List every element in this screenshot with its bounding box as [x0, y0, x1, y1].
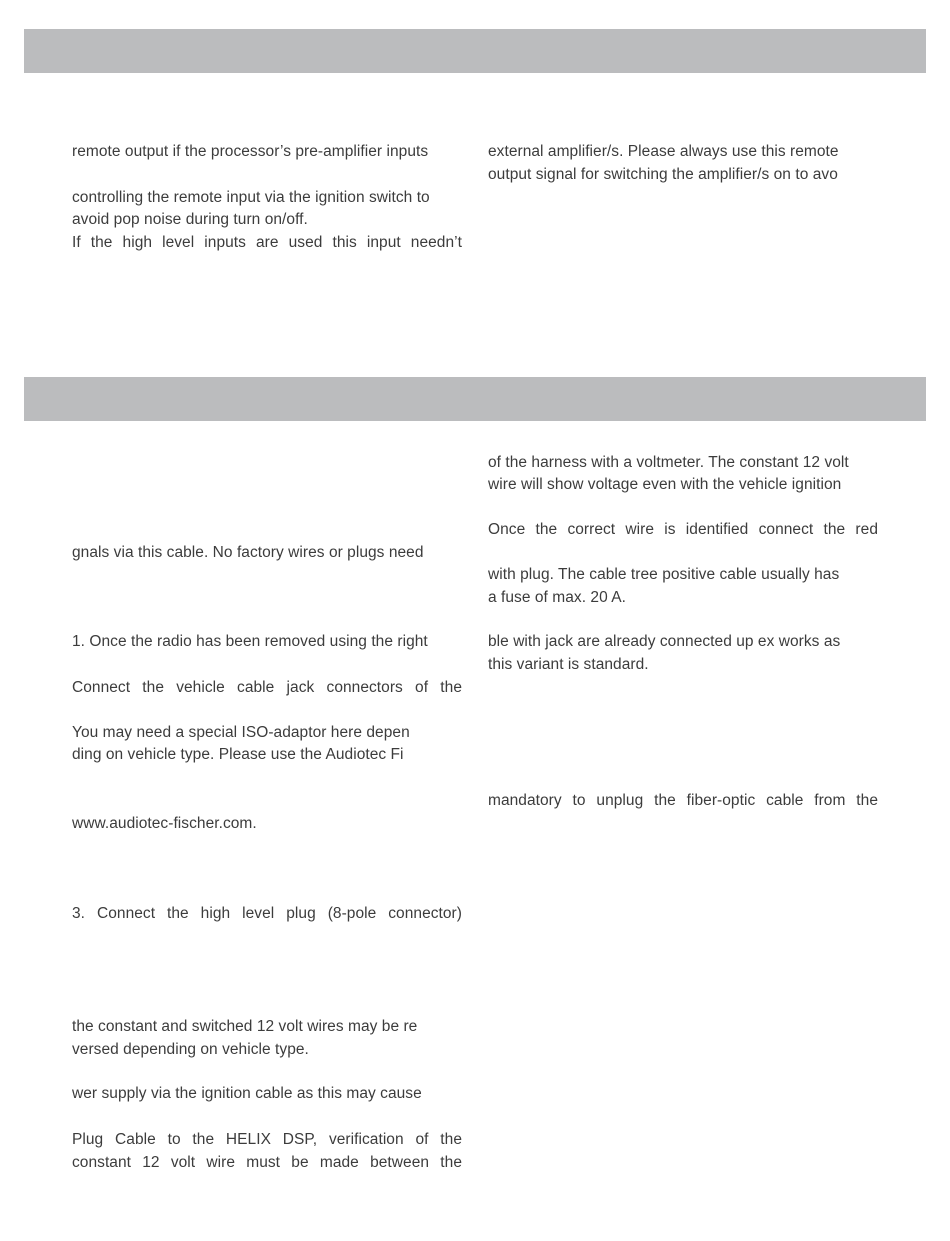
text-line: remote output if the processor’s pre-amplifier inputs [72, 143, 429, 160]
text-line: versed depending on vehicle type. [72, 1041, 309, 1058]
text-line: a fuse of max. 20 A. [488, 589, 626, 606]
text-line: mandatory to unplug the fiber-optic cable from the [488, 792, 878, 809]
text-line: gnals via this cable. No factory wires or plugs need [72, 544, 424, 561]
text-line: Once the correct wire is identified connect the red [488, 521, 878, 538]
text-line: ble with jack are already connected up ex works as [488, 633, 841, 650]
text-line: wire will show voltage even with the vehicle ignition [488, 476, 842, 493]
text-line: Plug Cable to the HELIX DSP, verification of the [72, 1131, 462, 1148]
text-line: If the high level inputs are used this input needn’t [72, 234, 462, 251]
text-line: controlling the remote input via the ignition switch to [72, 189, 430, 206]
text-line: with plug. The cable tree positive cable usually has [488, 566, 840, 583]
text-line: avoid pop noise during turn on/off. [72, 211, 308, 228]
section-header-bar-bottom [24, 377, 926, 421]
text-line: 1. Once the radio has been removed using the right [72, 633, 428, 650]
text-line: wer supply via the ignition cable as this may cause [72, 1085, 422, 1102]
section-header-bar-top [24, 29, 926, 73]
text-line: www.audiotec-fischer.com. [72, 815, 257, 832]
text-line: constant 12 volt wire must be made between the [72, 1154, 462, 1171]
text-line: Connect the vehicle cable jack connectors of the [72, 679, 462, 696]
text-line: external amplifier/s. Please always use this remote [488, 143, 839, 160]
text-line: output signal for switching the amplifier/s on to avo [488, 166, 838, 183]
text-line: of the harness with a voltmeter. The constant 12 volt [488, 454, 849, 471]
text-line: You may need a special ISO-adaptor here depen [72, 724, 410, 741]
text-line: 3. Connect the high level plug (8-pole connector) [72, 905, 462, 922]
text-line: the constant and switched 12 volt wires may be re [72, 1018, 418, 1035]
text-line: ding on vehicle type. Please use the Audiotec Fi [72, 746, 404, 763]
text-line: this variant is standard. [488, 656, 649, 673]
